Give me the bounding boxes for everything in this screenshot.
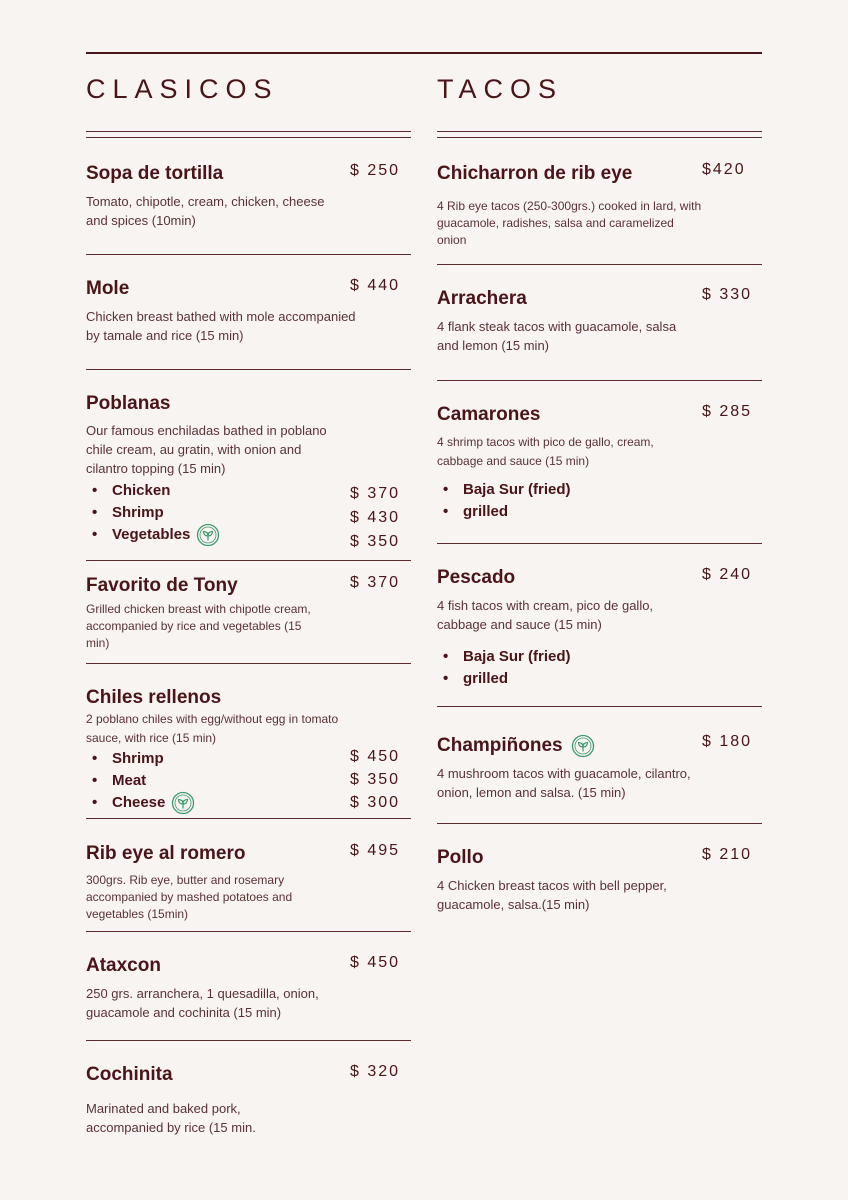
option-price: $ 370 <box>350 485 401 502</box>
top-rule <box>86 52 762 54</box>
vegetarian-leaf-icon <box>571 734 595 758</box>
item-divider <box>86 663 411 664</box>
section-divider <box>86 131 411 132</box>
item-divider <box>86 560 411 561</box>
menu-item-name: Chicharron de rib eye <box>437 163 633 184</box>
menu-item-price: $ 330 <box>702 286 753 303</box>
vegetarian-leaf-icon <box>171 791 195 815</box>
menu-item-description: 4 mushroom tacos with guacamole, cilantro, onion, lemon and salsa. (15 min) <box>437 766 691 800</box>
menu-item-name: Arrachera <box>437 288 527 309</box>
menu-item-description: 4 Chicken breast tacos with bell pepper, guacamole, salsa.(15 min) <box>437 878 667 912</box>
option-item: • Shrimp <box>86 502 220 524</box>
menu-item-description: Tomato, chipotle, cream, chicken, cheese and spices (10min) <box>86 194 325 228</box>
menu-item-price: $ 210 <box>702 846 753 863</box>
option-list <box>437 646 571 690</box>
item-divider <box>86 818 411 819</box>
section-title-tacos: TACOS <box>437 74 564 104</box>
menu-item-price: $ 495 <box>350 842 401 859</box>
menu-item-name-text: Champiñones <box>437 735 563 756</box>
menu-item-price: $ 240 <box>702 566 753 583</box>
option-price-list <box>350 745 400 814</box>
option-price: $ 350 <box>350 533 401 550</box>
menu-item-name: Sopa de tortilla <box>86 163 224 184</box>
section-divider <box>437 137 762 138</box>
option-item: • grilled <box>437 501 571 523</box>
menu-item-price: $420 <box>702 161 746 178</box>
section-divider <box>86 137 411 138</box>
menu-item-name: Poblanas <box>86 393 171 414</box>
menu-item-name: Pollo <box>437 847 484 868</box>
option-price: $ 430 <box>350 509 401 526</box>
menu-item-name: Pescado <box>437 567 516 588</box>
item-divider <box>437 706 762 707</box>
option-item: • Baja Sur (fried) <box>437 479 571 501</box>
menu-item-description: 4 shrimp tacos with pico de gallo, cream, cabbage and sauce (15 min) <box>437 435 654 468</box>
menu-item-price: $ 450 <box>350 954 401 971</box>
item-divider <box>437 380 762 381</box>
option-price: $ 450 <box>350 748 401 765</box>
menu-item-price: $ 250 <box>350 162 401 179</box>
option-item: • Meat <box>86 770 195 792</box>
menu-item-price: $ 320 <box>350 1063 401 1080</box>
item-divider <box>437 264 762 265</box>
menu-item-name: Chiles rellenos <box>86 687 222 708</box>
option-price: $ 350 <box>350 771 401 788</box>
option-item: • Chicken <box>86 480 220 502</box>
menu-item-price: $ 180 <box>702 733 753 750</box>
option-item: • Cheese <box>86 792 195 814</box>
option-item: • grilled <box>437 668 571 690</box>
option-price-list <box>350 482 400 554</box>
item-divider <box>86 931 411 932</box>
menu-item-description: 2 poblano chiles with egg/without egg in tomato sauce, with rice (15 min) <box>86 712 339 745</box>
option-item: • Baja Sur (fried) <box>437 646 571 668</box>
option-item: • Shrimp <box>86 748 195 770</box>
menu-item-name: Ataxcon <box>86 955 161 976</box>
menu-item-description: Our famous enchiladas bathed in poblano chile cream, au gratin, with onion and cilantro topping (15 min) <box>86 423 327 476</box>
item-divider <box>437 543 762 544</box>
menu-item-description: Marinated and baked pork, accompanied by rice (15 min. <box>86 1101 256 1135</box>
menu-item-name: Rib eye al romero <box>86 843 246 864</box>
section-divider <box>437 131 762 132</box>
option-price: $ 300 <box>350 794 401 811</box>
menu-item-description: 4 flank steak tacos with guacamole, salsa and lemon (15 min) <box>437 319 677 353</box>
vegetarian-leaf-icon <box>196 523 220 547</box>
menu-item-price: $ 370 <box>350 574 401 591</box>
option-list <box>86 748 195 814</box>
item-divider <box>86 1040 411 1041</box>
item-divider <box>437 823 762 824</box>
item-divider <box>86 369 411 370</box>
menu-item-description: Chicken breast bathed with mole accompanied by tamale and rice (15 min) <box>86 309 356 343</box>
menu-item-name: Favorito de Tony <box>86 575 238 596</box>
menu-item-name: Mole <box>86 278 130 299</box>
option-list <box>86 480 220 546</box>
menu-item-price: $ 440 <box>350 277 401 294</box>
menu-item-description: Grilled chicken breast with chipotle cream, accompanied by rice and vegetables (15 min) <box>86 602 311 650</box>
item-divider <box>86 254 411 255</box>
option-list <box>437 479 571 523</box>
menu-item-description: 250 grs. arranchera, 1 quesadilla, onion, guacamole and cochinita (15 min) <box>86 986 319 1020</box>
menu-item-description: 4 fish tacos with cream, pico de gallo, cabbage and sauce (15 min) <box>437 598 654 632</box>
menu-item-name <box>437 734 595 758</box>
menu-item-name: Cochinita <box>86 1064 173 1085</box>
menu-item-description: 4 Rib eye tacos (250-300grs.) cooked in lard, with guacamole, radishes, salsa and caramelized onion <box>437 199 702 247</box>
menu-item-price: $ 285 <box>702 403 753 420</box>
section-title-clasicos: CLASICOS <box>86 74 279 104</box>
menu-item-name: Camarones <box>437 404 541 425</box>
menu-item-description: 300grs. Rib eye, butter and rosemary accompanied by mashed potatoes and vegetables (15min) <box>86 873 293 921</box>
option-item: • Vegetables <box>86 524 220 546</box>
